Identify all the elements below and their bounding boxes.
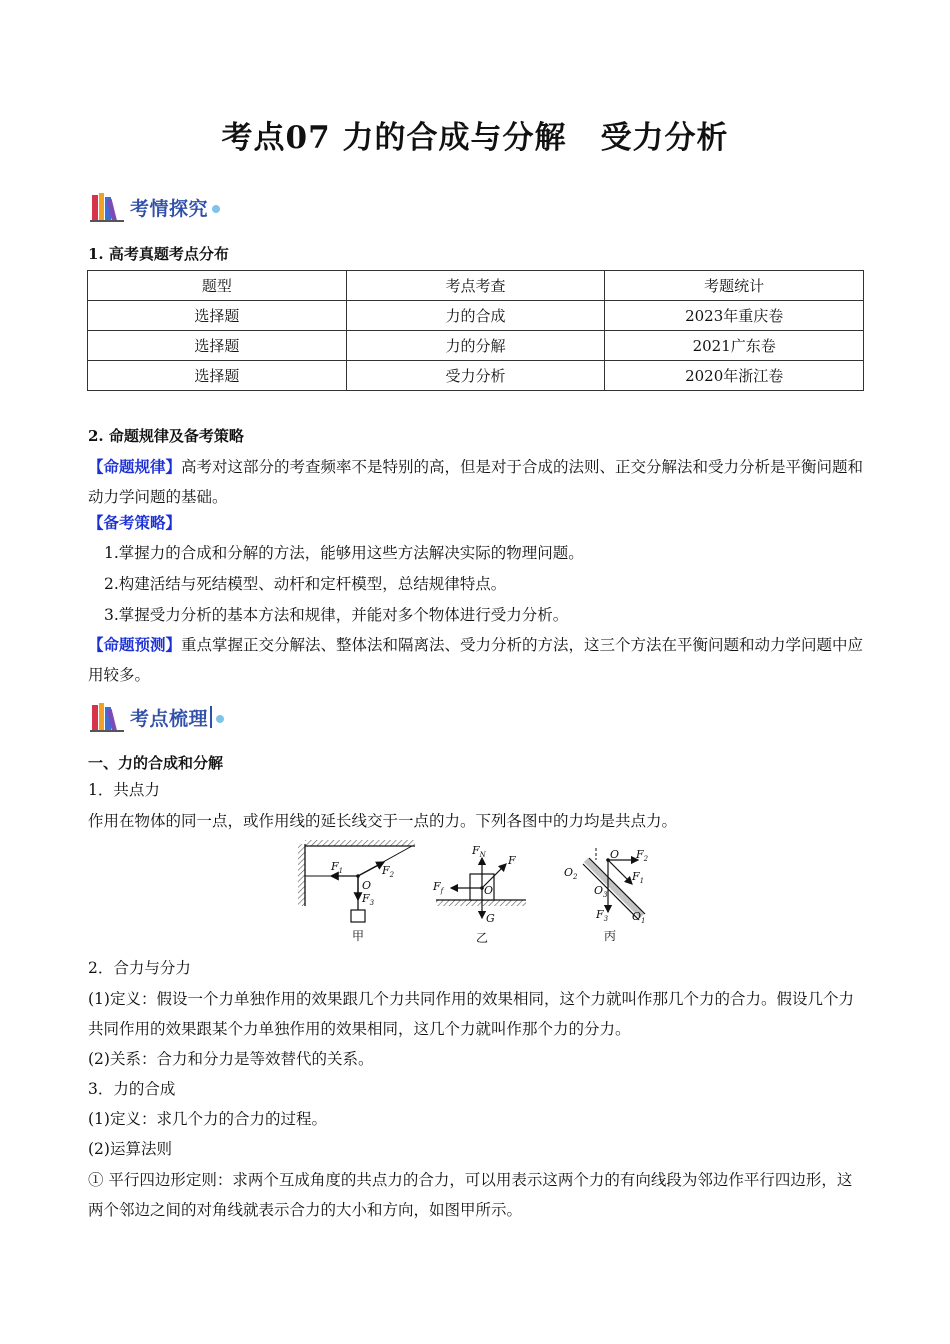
table-cell: 力的分解 <box>346 331 605 361</box>
label-fn: $F_N$ <box>472 844 486 859</box>
label-g: G <box>486 912 495 925</box>
label-f3: $F_3$ <box>596 908 609 923</box>
title-main: 考点07 力的合成与分解 <box>221 120 567 156</box>
label-o: O <box>610 848 620 861</box>
label-f2: $F_2$ <box>636 848 649 863</box>
banner-label: 考情探究 <box>130 197 209 220</box>
concurrent-forces-figure <box>296 838 649 950</box>
books-icon <box>90 191 126 223</box>
rule-paragraph <box>88 452 866 512</box>
section-heading: 1. 高考真题考点分布 <box>88 245 229 263</box>
subsection-title: 2．合力与分力 <box>88 959 191 977</box>
table-cell: 选择题 <box>88 331 347 361</box>
caption-yi: 乙 <box>476 931 489 945</box>
paragraph: (1)定义：假设一个力单独作用的效果跟几个力共同作用的效果相同，这个力就叫作那几个力的合力。假设几个力共同作用的效果跟某个力单独作用的效果相同，这几个力就叫作那个力的分力。 <box>88 990 854 1038</box>
label-o3: $O_3$ <box>594 884 608 899</box>
table-cell: 2023年重庆卷 <box>605 301 864 331</box>
label-o: O <box>484 884 494 897</box>
strategy-item: 1.掌握力的合成和分解的方法，能够用这些方法解决实际的物理问题。 <box>104 544 584 562</box>
paragraph: 作用在物体的同一点，或作用线的延长线交于一点的力。下列各图中的力均是共点力。 <box>88 812 678 830</box>
dot-icon <box>216 715 224 723</box>
page-title <box>0 112 950 157</box>
label-f: F <box>508 854 516 867</box>
part-heading: 一、力的合成和分解 <box>88 754 224 772</box>
table-header-cell: 题型 <box>88 271 347 301</box>
exam-stats-table <box>87 270 864 391</box>
paragraph: (2)关系：合力和分力是等效替代的关系。 <box>88 1050 374 1068</box>
forecast-text: 重点掌握正交分解法、整体法和隔离法、受力分析的方法，这三个方法在平衡问题和动力学问题中应用较多。 <box>88 636 864 684</box>
label-o2: $O_2$ <box>564 866 578 881</box>
strategy-tag: 【备考策略】 <box>88 513 182 532</box>
table-header-row <box>88 271 864 301</box>
rule-text: 高考对这部分的考查频率不是特别的高，但是对于合成的法则、正交分解法和受力分析是平衡问题和动力学问题的基础。 <box>88 458 864 506</box>
paragraph: (2)运算法则 <box>88 1140 172 1158</box>
label-o: O <box>362 879 372 892</box>
section-banner-exam <box>90 190 220 224</box>
table-cell: 选择题 <box>88 361 347 391</box>
banner-label: 考点梳理 <box>130 707 209 730</box>
figure-bing <box>564 848 649 943</box>
label-o1: $O_1$ <box>632 910 646 925</box>
text-cursor <box>210 706 212 728</box>
forecast-tag: 【命题预测】 <box>88 635 182 654</box>
table-cell: 2021广东卷 <box>605 331 864 361</box>
table-row <box>88 331 864 361</box>
table-cell: 选择题 <box>88 301 347 331</box>
label-f1: $F_1$ <box>331 860 344 875</box>
figure-yi <box>432 844 526 945</box>
label-ff: $F_f$ <box>433 880 444 895</box>
table-row <box>88 301 864 331</box>
table-cell: 受力分析 <box>346 361 605 391</box>
table-row <box>88 361 864 391</box>
dot-icon <box>212 205 220 213</box>
subsection-title: 3．力的合成 <box>88 1080 176 1098</box>
strategy-item: 2.构建活结与死结模型、动杆和定杆模型，总结规律特点。 <box>104 575 507 593</box>
table-header-cell: 考点考查 <box>346 271 605 301</box>
paragraph: (1)定义：求几个力的合力的过程。 <box>88 1110 327 1128</box>
books-icon <box>90 701 126 733</box>
paragraph: ① 平行四边形定则：求两个互成角度的共点力的合力，可以用表示这两个力的有向线段为邻边作平行四边形，这两个邻边之间的对角线就表示合力的大小和方向，如图甲所示。 <box>88 1171 853 1219</box>
label-f2: $F_2$ <box>382 864 395 879</box>
subsection-title: 1．共点力 <box>88 781 160 799</box>
strategy-item: 3.掌握受力分析的基本方法和规律，并能对多个物体进行受力分析。 <box>104 606 569 624</box>
table-header-cell: 考题统计 <box>605 271 864 301</box>
title-sub: 受力分析 <box>600 120 729 156</box>
table-cell: 力的合成 <box>346 301 605 331</box>
rule-tag: 【命题规律】 <box>88 457 182 476</box>
caption-bing: 丙 <box>604 929 617 943</box>
label-f1: $F_1$ <box>632 870 645 885</box>
section-heading: 2. 命题规律及备考策略 <box>88 427 244 445</box>
label-f3: $F_3$ <box>362 892 375 907</box>
table-cell: 2020年浙江卷 <box>605 361 864 391</box>
figure-jia <box>298 840 415 943</box>
section-banner-points <box>90 700 224 734</box>
caption-jia: 甲 <box>352 929 365 943</box>
forecast-paragraph <box>88 630 866 690</box>
